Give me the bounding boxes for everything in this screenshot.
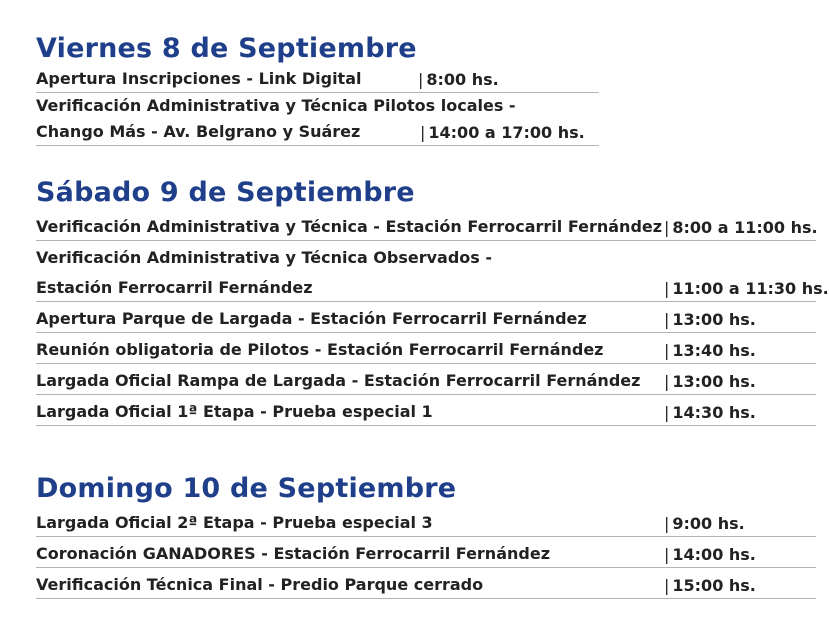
event-time: | 15:00 hs. [664,576,756,595]
event-time: | 8:00 a 11:00 hs. [664,218,818,237]
schedule-row [36,93,599,119]
event-description: Reunión obligatoria de Pilotos - Estación Ferrocarril Fernández [36,340,604,359]
event-description: Apertura Parque de Largada - Estación Ferrocarril Fernández [36,309,587,328]
event-description: Verificación Administrativa y Técnica - Estación Ferrocarril Fernández [36,217,663,236]
event-time: | 9:00 hs. [664,514,745,533]
schedule-row [36,66,599,93]
schedule-row [36,537,816,568]
event-description: Largada Oficial Rampa de Largada - Estación Ferrocarril Fernández [36,371,641,390]
schedule-row [36,302,816,333]
event-description: Coronación GANADORES - Estación Ferrocarril Fernández [36,544,550,563]
event-time: | 14:00 hs. [664,545,756,564]
event-time: | 13:40 hs. [664,341,756,360]
event-description: Estación Ferrocarril Fernández [36,278,313,297]
schedule-row [36,271,829,302]
day-title: Sábado 9 de Septiembre [36,177,415,208]
event-time: | 14:30 hs. [664,403,756,422]
event-description: Apertura Inscripciones - Link Digital [36,69,362,88]
day-saturday [36,176,829,426]
event-time: | 8:00 hs. [418,70,499,89]
schedule-row [36,364,816,395]
event-description: Chango Más - Av. Belgrano y Suárez [36,122,361,141]
event-time: | 13:00 hs. [664,310,756,329]
schedule-row [36,568,816,599]
schedule-row [36,506,816,537]
event-time: | 14:00 a 17:00 hs. [420,123,585,142]
schedule-row [36,395,816,426]
schedule-row [36,241,816,271]
day-friday [36,32,599,146]
event-description: Verificación Administrativa y Técnica Observados - [36,248,493,267]
event-time: | 13:00 hs. [664,372,756,391]
schedule-row [36,119,599,146]
schedule-row [36,333,816,364]
day-title: Domingo 10 de Septiembre [36,473,457,504]
event-description: Largada Oficial 1ª Etapa - Prueba especial 1 [36,402,433,421]
event-time: | 11:00 a 11:30 hs. [664,279,829,298]
event-description: Verificación Administrativa y Técnica Pilotos locales - [36,96,516,115]
day-sunday [36,472,816,599]
schedule-row [36,210,816,241]
event-description: Verificación Técnica Final - Predio Parque cerrado [36,575,484,594]
day-title: Viernes 8 de Septiembre [36,33,417,64]
event-description: Largada Oficial 2ª Etapa - Prueba especial 3 [36,513,433,532]
